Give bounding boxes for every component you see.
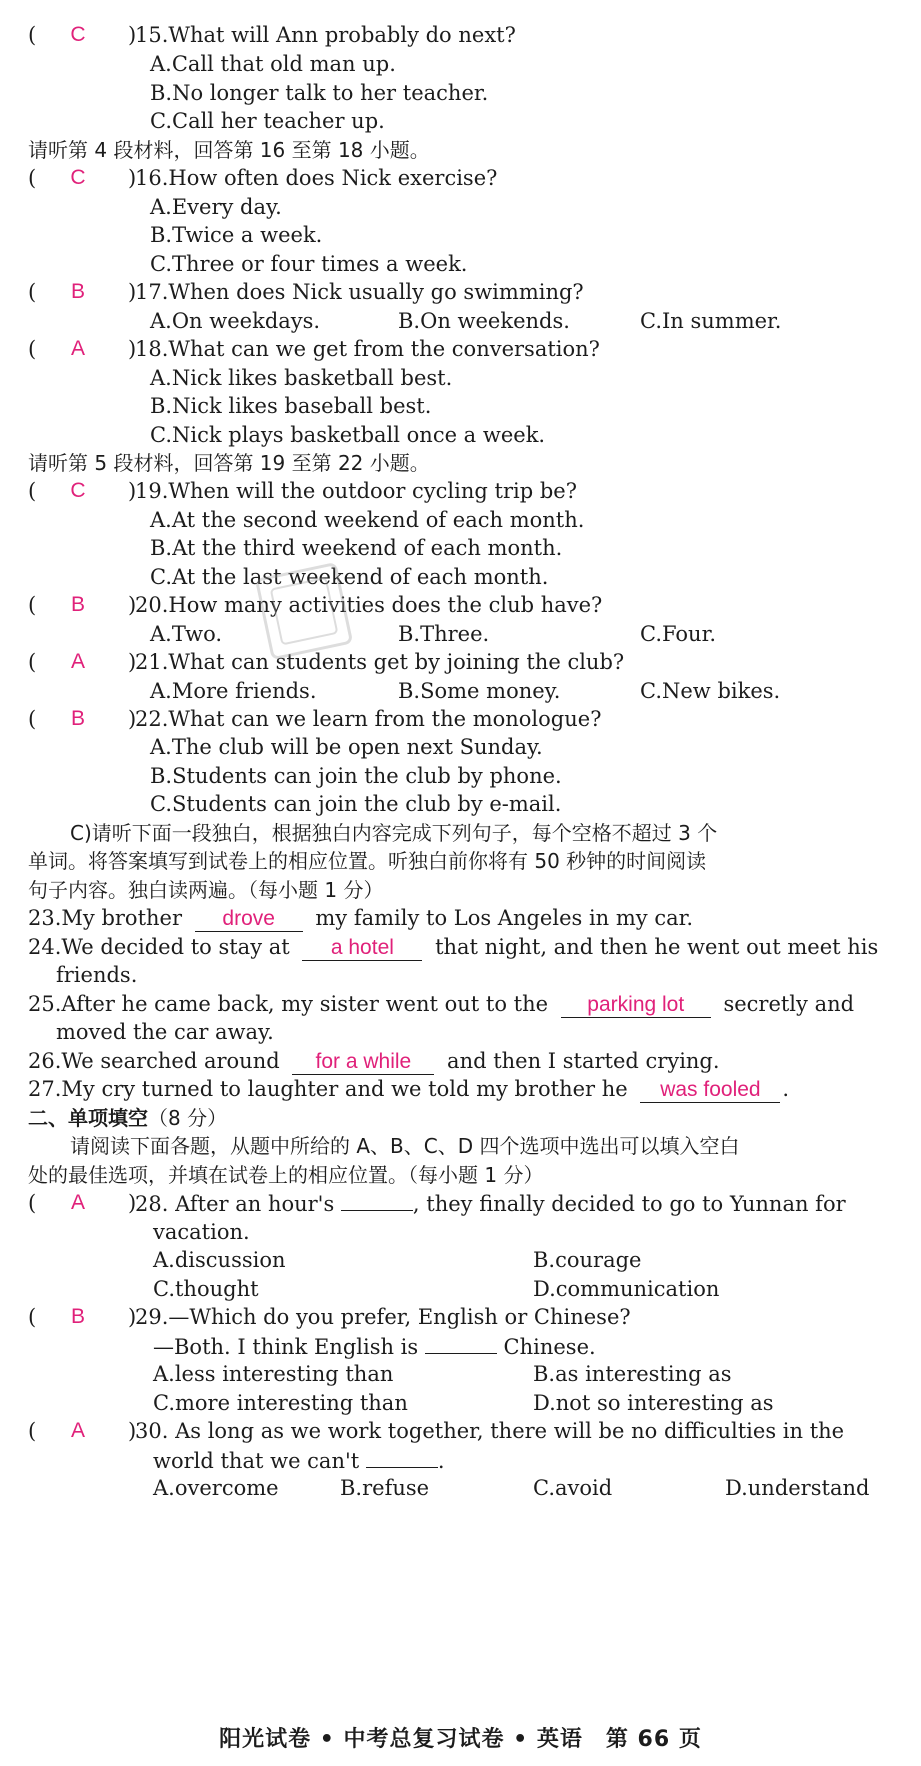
q24-answer-blank[interactable]: a hotel (302, 936, 422, 961)
option-a: A.Two. (150, 622, 223, 646)
q26-after: and then I started crying. (447, 1049, 720, 1073)
q25-before: 25.After he came back, my sister went out to the (28, 992, 549, 1016)
option-c: C.Four. (640, 622, 716, 646)
fill-question-26 (28, 1048, 720, 1075)
option-c: C.Nick plays basketball once a week. (150, 423, 546, 447)
option-a: A.overcome (153, 1476, 279, 1500)
question-17 (28, 279, 908, 305)
paren-open: ( (28, 1419, 37, 1443)
section-2-score: （8 分） (148, 1106, 228, 1130)
paren-close: ) (128, 1191, 137, 1215)
paren-open: ( (28, 280, 37, 304)
question-text: 19.When will the outdoor cycling trip be? (135, 479, 577, 503)
paren-close: ) (128, 1305, 137, 1329)
option-b: B.Twice a week. (150, 223, 323, 247)
paren-open: ( (28, 1191, 37, 1215)
question-21 (28, 649, 908, 675)
q28-blank[interactable] (341, 1190, 413, 1211)
q28-text-end: , they finally decided to go to Yunnan for (412, 1192, 846, 1216)
section-2-instruction-2: 处的最佳选项，并填在试卷上的相应位置。（每小题 1 分） (28, 1163, 544, 1187)
question-text: 21.What can students get by joining the club? (135, 650, 625, 674)
option-b: B.On weekends. (398, 309, 570, 333)
fill-question-24 (28, 934, 878, 961)
answer-mark: B (70, 593, 85, 616)
q23-answer-blank[interactable]: drove (195, 907, 303, 932)
answer-mark: A (70, 1191, 85, 1214)
paren-open: ( (28, 479, 37, 503)
answer-mark: C (70, 166, 86, 189)
q23-after: my family to Los Angeles in my car. (315, 906, 694, 930)
option-c: C.Students can join the club by e-mail. (150, 792, 562, 816)
q30-blank[interactable] (366, 1447, 438, 1468)
option-a: A.On weekdays. (150, 309, 321, 333)
option-d: D.communication (533, 1277, 720, 1301)
paren-open: ( (28, 593, 37, 617)
option-b: B.At the third weekend of each month. (150, 536, 563, 560)
q24-before: 24.We decided to stay at (28, 935, 290, 959)
q27-before: 27.My cry turned to laughter and we told my brother he (28, 1077, 628, 1101)
paren-close: ) (128, 479, 137, 503)
answer-mark: C (70, 479, 86, 502)
option-a: A.Every day. (150, 195, 282, 219)
option-c: C.thought (153, 1277, 259, 1301)
answer-mark: B (70, 707, 85, 730)
paren-close: ) (128, 1419, 137, 1443)
question-text: 29.—Which do you prefer, English or Chinese? (135, 1305, 631, 1329)
question-text: 30. As long as we work together, there will be no difficulties in the (135, 1419, 845, 1443)
question-16 (28, 165, 908, 191)
q30-line-2-end: . (437, 1449, 445, 1473)
paren-close: ) (128, 166, 137, 190)
option-c: C.avoid (533, 1476, 613, 1500)
paren-open: ( (28, 650, 37, 674)
q24-after: that night, and then he went out meet his (435, 935, 879, 959)
answer-mark: C (70, 23, 86, 46)
q26-answer-blank[interactable]: for a while (292, 1050, 434, 1075)
paren-open: ( (28, 166, 37, 190)
option-c: C.Three or four times a week. (150, 252, 468, 276)
q28-text-start: 28. After an hour's (135, 1192, 335, 1216)
section-2-title: 二、单项填空 (28, 1106, 148, 1130)
part-c-instruction-2: 单词。将答案填写到试卷上的相应位置。听独白前你将有 50 秒钟的时间阅读 (28, 849, 707, 873)
question-22 (28, 706, 908, 732)
option-a: A.discussion (153, 1248, 286, 1272)
section-2-heading (28, 1105, 227, 1131)
option-a: A.Nick likes basketball best. (150, 366, 453, 390)
q29-line-2 (153, 1333, 596, 1360)
option-b: B.refuse (340, 1476, 430, 1500)
option-a: A.Call that old man up. (150, 52, 396, 76)
question-15 (28, 22, 908, 48)
question-text: 20.How many activities does the club have? (135, 593, 603, 617)
paren-open: ( (28, 707, 37, 731)
question-text (135, 1190, 846, 1217)
option-d: D.not so interesting as (533, 1391, 774, 1415)
fill-question-25 (28, 991, 854, 1018)
option-b: B.Three. (398, 622, 490, 646)
option-a: A.At the second weekend of each month. (150, 508, 585, 532)
answer-mark: A (70, 650, 85, 673)
section-2-instruction-1: 请阅读下面各题，从题中所给的 A、B、C、D 四个选项中选出可以填入空白 (70, 1134, 740, 1158)
paren-close: ) (128, 337, 137, 361)
option-b: B.as interesting as (533, 1362, 732, 1386)
paren-open: ( (28, 23, 37, 47)
option-a: A.More friends. (150, 679, 317, 703)
question-text: 22.What can we learn from the monologue? (135, 707, 602, 731)
option-d: D.understand (725, 1476, 870, 1500)
paren-close: ) (128, 650, 137, 674)
question-20 (28, 592, 908, 618)
option-c: C.more interesting than (153, 1391, 408, 1415)
option-c: C.Call her teacher up. (150, 109, 385, 133)
paren-open: ( (28, 1305, 37, 1329)
q28-continuation: vacation. (153, 1220, 250, 1244)
q29-line-2-end: Chinese. (503, 1335, 596, 1359)
q29-line-2-start: —Both. I think English is (153, 1335, 419, 1359)
fill-question-23 (28, 905, 693, 932)
fill-question-27 (28, 1076, 789, 1103)
q24-continuation: friends. (56, 963, 138, 987)
option-b: B.courage (533, 1248, 642, 1272)
paren-close: ) (128, 707, 137, 731)
q25-answer-blank[interactable]: parking lot (561, 993, 711, 1018)
question-29 (28, 1304, 908, 1330)
option-c: C.New bikes. (640, 679, 781, 703)
paren-close: ) (128, 23, 137, 47)
paren-open: ( (28, 337, 37, 361)
question-text: 18.What can we get from the conversation? (135, 337, 600, 361)
q27-after: . (782, 1077, 790, 1101)
option-c: C.At the last weekend of each month. (150, 565, 549, 589)
q27-answer-blank[interactable]: was fooled (640, 1078, 780, 1103)
q29-blank[interactable] (425, 1333, 497, 1354)
option-a: A.The club will be open next Sunday. (150, 735, 543, 759)
option-b: B.No longer talk to her teacher. (150, 81, 489, 105)
q30-line-2-start: world that we can't (153, 1449, 360, 1473)
paren-close: ) (128, 593, 137, 617)
answer-mark: B (70, 1305, 85, 1328)
option-b: B.Nick likes baseball best. (150, 394, 432, 418)
option-b: B.Some money. (398, 679, 561, 703)
option-b: B.Students can join the club by phone. (150, 764, 562, 788)
question-text: 17.When does Nick usually go swimming? (135, 280, 584, 304)
question-30 (28, 1418, 908, 1444)
answer-mark: B (70, 280, 85, 303)
instruction-part-4: 请听第 4 段材料，回答第 16 至第 18 小题。 (28, 138, 430, 162)
option-a: A.less interesting than (153, 1362, 394, 1386)
part-c-instruction-3: 句子内容。独白读两遍。（每小题 1 分） (28, 878, 384, 902)
paren-close: ) (128, 280, 137, 304)
q23-before: 23.My brother (28, 906, 182, 930)
answer-mark: A (70, 1419, 85, 1442)
answer-mark: A (70, 337, 85, 360)
part-c-instruction-1: C)请听下面一段独白，根据独白内容完成下列句子，每个空格不超过 3 个 (70, 821, 718, 845)
page-footer: 阳光试卷 • 中考总复习试卷 • 英语 第 66 页 (219, 1727, 702, 1752)
question-text: 15.What will Ann probably do next? (135, 23, 516, 47)
question-18 (28, 336, 908, 362)
question-text: 16.How often does Nick exercise? (135, 166, 498, 190)
q30-line-2 (153, 1447, 445, 1474)
question-19 (28, 478, 908, 504)
option-c: C.In summer. (640, 309, 782, 333)
instruction-part-5: 请听第 5 段材料，回答第 19 至第 22 小题。 (28, 451, 430, 475)
q26-before: 26.We searched around (28, 1049, 280, 1073)
q25-after: secretly and (723, 992, 855, 1016)
question-28 (28, 1190, 908, 1216)
q25-continuation: moved the car away. (56, 1020, 274, 1044)
